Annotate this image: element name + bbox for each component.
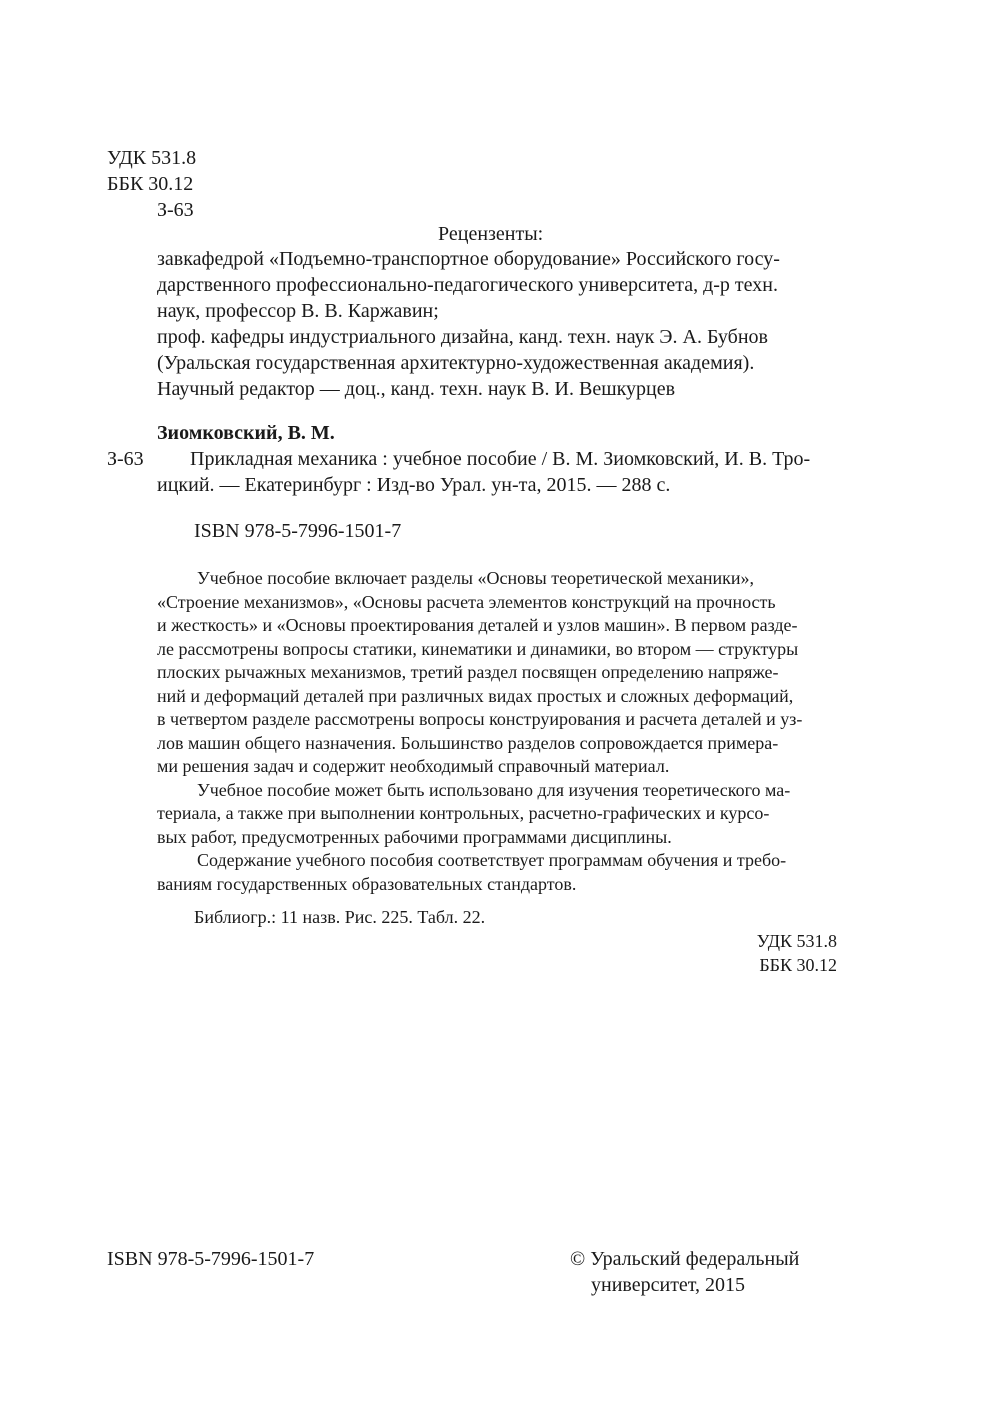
abstract-line: териала, а также при выполнении контрольных, расчетно-графических и курсо- [157,803,770,823]
entry-title-line: Прикладная механика : учебное пособие / В. М. Зиомковский, И. В. Тро- [190,448,811,470]
entry-isbn: ISBN 978-5-7996-1501-7 [194,520,402,542]
abstract-line: Учебное пособие включает разделы «Основы теоретической механики», [197,568,755,588]
bbk-code: ББК 30.12 [107,173,194,195]
copyright-line: университет, 2015 [591,1274,746,1296]
abstract [157,567,837,896]
scientific-editor: Научный редактор — доц., канд. техн. наук В. И. Вешкурцев [157,378,676,400]
abstract-line: плоских рычажных механизмов, третий раздел посвящен определению напряже- [157,662,779,682]
reviewer-line: проф. кафедры индустриального дизайна, канд. техн. наук Э. А. Бубнов [157,326,768,348]
bbk-code-bottom: ББК 30.12 [759,954,837,975]
entry-mark: З-63 [107,448,144,470]
bibliography-count: Библиогр.: 11 назв. Рис. 225. Табл. 22. [194,907,486,927]
reviewer-line: наук, профессор В. В. Каржавин; [157,300,439,322]
udk-code-bottom: УДК 531.8 [756,931,837,951]
abstract-line: ми решения задач и содержит необходимый справочный материал. [157,756,670,776]
abstract-line: ле рассмотрены вопросы статики, кинематики и динамики, во втором — структуры [157,638,799,659]
entry-title-line: ицкий. — Екатеринбург : Изд-во Урал. ун-та, 2015. — 288 с. [157,474,671,496]
abstract-line: Содержание учебного пособия соответствует программам обучения и требо- [197,850,787,870]
abstract-line: вых работ, предусмотренных рабочими программами дисциплины. [157,826,672,847]
abstract-line: лов машин общего назначения. Большинство разделов сопровождается примера- [157,732,779,753]
abstract-line: ний и деформаций деталей при различных видах простых и сложных деформаций, [157,685,794,706]
abstract-line: «Строение механизмов», «Основы расчета элементов конструкций на прочность [157,591,776,612]
reviewer-line: завкафедрой «Подъемно-транспортное оборудование» Российского госу- [157,248,780,270]
author-mark: З-63 [157,199,194,221]
entry-title [190,446,836,472]
abstract-line: ваниям государственных образовательных стандартов. [157,873,577,894]
entry-title-continued [157,472,836,498]
udk-code: УДК 531.8 [107,147,197,169]
reviewers-list [157,246,836,402]
abstract-line: в четвертом разделе рассмотрены вопросы конструирования и расчета деталей и уз- [157,709,803,729]
reviewers-heading: Рецензенты: [438,223,544,245]
footer-isbn: ISBN 978-5-7996-1501-7 [107,1248,315,1270]
abstract-line: Учебное пособие может быть использовано для изучения теоретического ма- [197,779,791,800]
reviewer-line: дарственного профессионально-педагогического университета, д-р техн. [157,274,778,296]
entry-author: Зиомковский, В. М. [157,422,335,444]
reviewer-line: (Уральская государственная архитектурно-художественная академия). [157,352,755,374]
copyright-line: © Уральский федеральный [570,1248,800,1270]
classification-bottom [600,930,837,977]
abstract-line: и жесткость» и «Основы проектирования деталей и узлов машин». В первом разде- [157,615,798,635]
